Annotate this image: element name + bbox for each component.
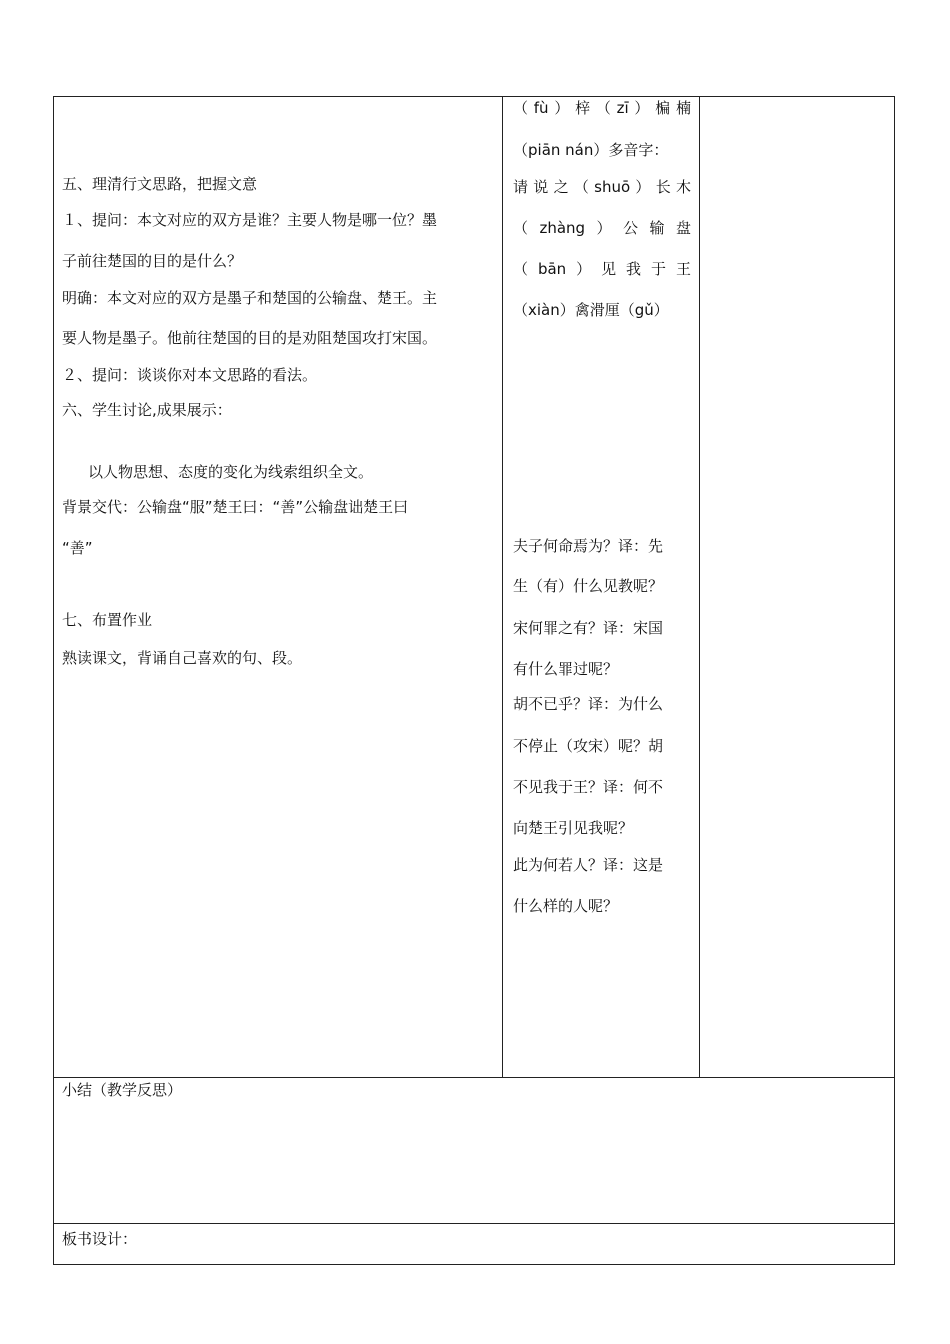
pinyin-row-4: （ zhàng ） 公 输 盘 bbox=[513, 219, 691, 237]
translation-line-4: 有什么罪过呢？ bbox=[513, 660, 619, 678]
table-border-right bbox=[894, 96, 895, 1265]
pinyin-row-1: （ fù ） 梓 （ zī ） 楄 楠 bbox=[513, 99, 691, 117]
table-border-bottom bbox=[53, 1264, 895, 1265]
background-line1: 背景交代：公输盘“服”楚王曰：“善”公输盘诎楚王曰 bbox=[62, 498, 409, 516]
column-divider-2 bbox=[699, 96, 700, 1078]
translation-line-7: 不见我于王？译：何不 bbox=[513, 778, 664, 796]
translation-line-2: 生（有）什么见教呢？ bbox=[513, 577, 664, 595]
question1-line2: 子前往楚国的目的是什么？ bbox=[62, 252, 243, 270]
table-border-left bbox=[53, 96, 54, 1265]
section6-heading: 六、学生讨论,成果展示： bbox=[62, 401, 232, 419]
pinyin-row-6: （xiàn）禽滑厘（gǔ） bbox=[513, 301, 669, 319]
answer1-line1: 明确：本文对应的双方是墨子和楚国的公输盘、楚王。主 bbox=[62, 289, 438, 307]
background-line2: “善” bbox=[62, 539, 93, 557]
translation-line-5: 胡不已乎？译：为什么 bbox=[513, 695, 664, 713]
translation-line-1: 夫子何命焉为？译：先 bbox=[513, 537, 664, 555]
translation-line-6: 不停止（攻宋）呢？胡 bbox=[513, 737, 664, 755]
question2: ２、提问：谈谈你对本文思路的看法。 bbox=[62, 366, 318, 384]
section5-heading: 五、理清行文思路，把握文意 bbox=[62, 175, 258, 193]
question1-line1: １、提问：本文对应的双方是谁？主要人物是哪一位？墨 bbox=[62, 211, 438, 229]
board-design-label: 板书设计： bbox=[62, 1230, 138, 1248]
summary-label: 小结（教学反思） bbox=[62, 1081, 183, 1099]
pinyin-row-5: （ bān ） 见 我 于 王 bbox=[513, 260, 691, 278]
table-border-top bbox=[53, 96, 895, 97]
translation-line-10: 什么样的人呢？ bbox=[513, 897, 619, 915]
translation-line-8: 向楚王引见我呢？ bbox=[513, 819, 634, 837]
column-divider-1 bbox=[502, 96, 503, 1078]
pinyin-row-3: 请 说 之 （ shuō ） 长 木 bbox=[513, 178, 691, 196]
row-divider-summary bbox=[53, 1077, 895, 1078]
translation-line-9: 此为何若人？译：这是 bbox=[513, 856, 664, 874]
discussion-line: 以人物思想、态度的变化为线索组织全文。 bbox=[88, 463, 374, 481]
translation-line-3: 宋何罪之有？译：宋国 bbox=[513, 619, 664, 637]
homework-line: 熟读课文，背诵自己喜欢的句、段。 bbox=[62, 649, 303, 667]
row-divider-board bbox=[53, 1223, 895, 1224]
pinyin-row-2: （piān nán）多音字： bbox=[513, 141, 669, 159]
answer1-line2: 要人物是墨子。他前往楚国的目的是劝阻楚国攻打宋国。 bbox=[62, 329, 438, 347]
section7-heading: 七、布置作业 bbox=[62, 611, 153, 629]
